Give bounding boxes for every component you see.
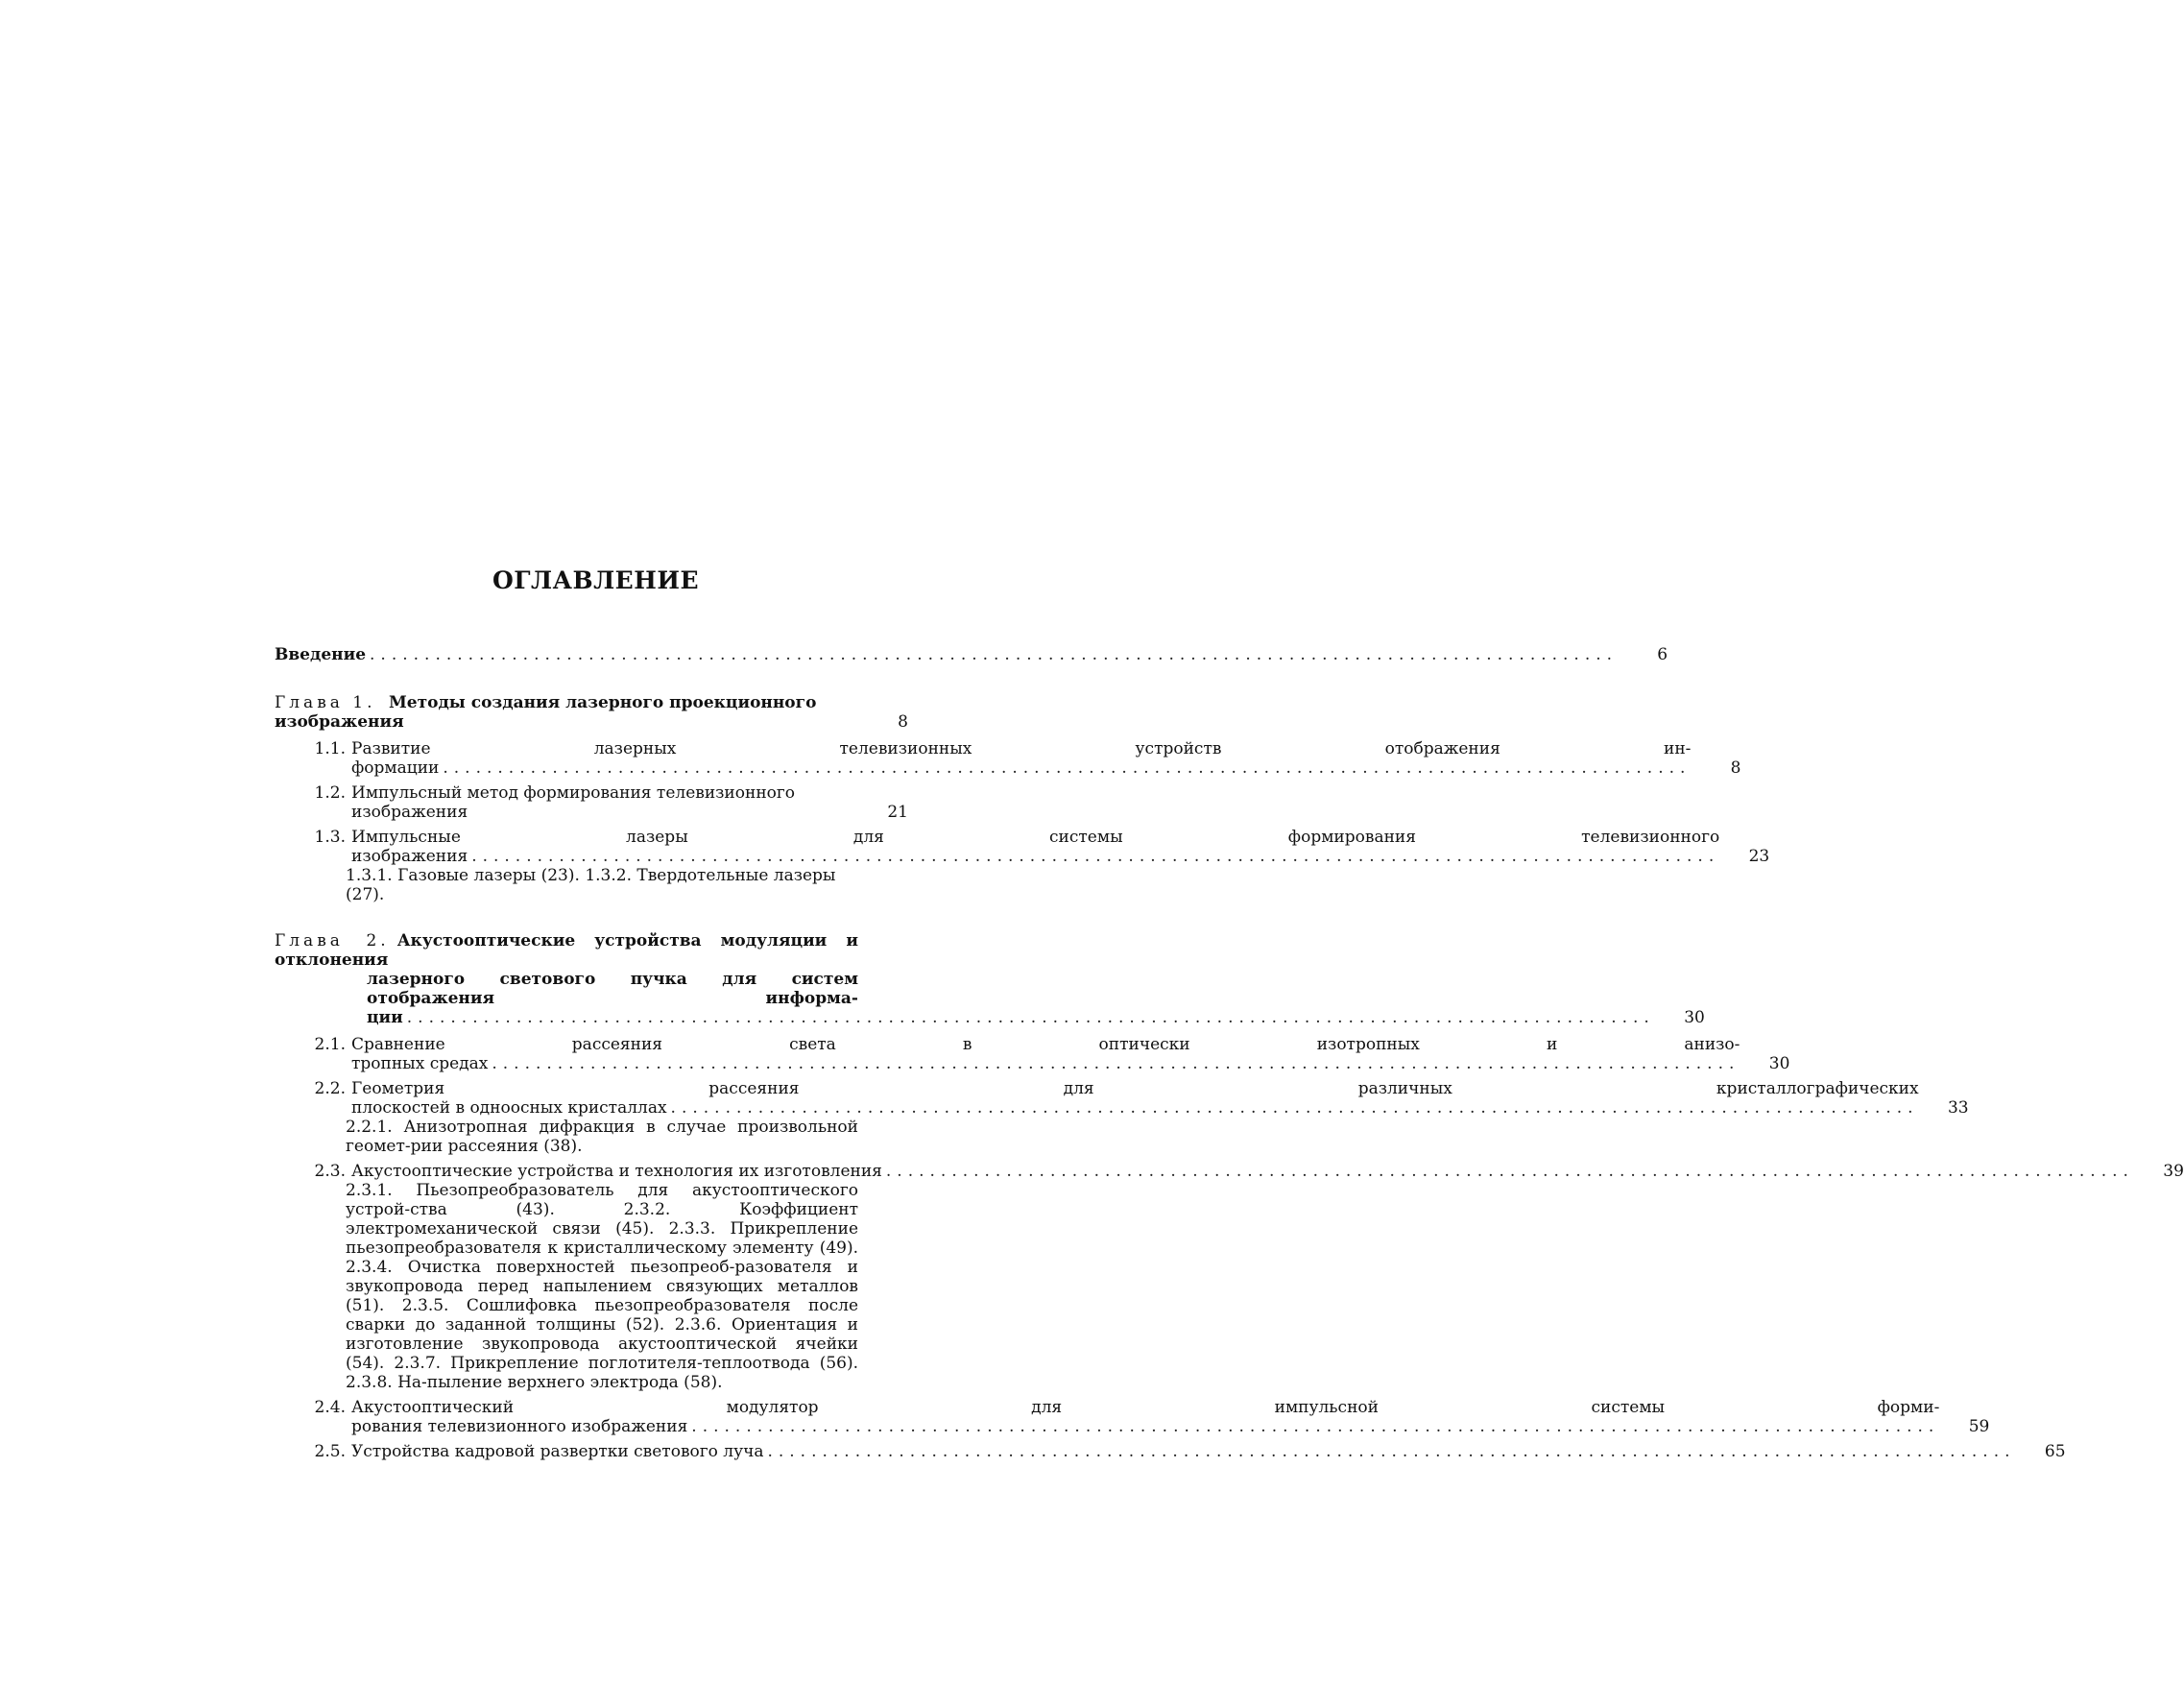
toc-section-2-2[interactable] bbox=[311, 1079, 1969, 1156]
section-text-tail: плоскостей в одноосных кристаллах bbox=[351, 1098, 667, 1118]
toc-chapter-2[interactable] bbox=[275, 931, 1705, 1027]
section-text: Импульсный метод формирования телевизионного изображения bbox=[351, 783, 796, 822]
section-number: 2.5. bbox=[314, 1442, 346, 1461]
dot-leader: .................................................................................................................. bbox=[406, 1008, 1655, 1027]
section-text: Акустооптический модулятор для импульсной системы форми- bbox=[351, 1398, 1940, 1417]
chapter-label: Глава 1. bbox=[275, 693, 376, 712]
section-number: 2.2. bbox=[314, 1079, 346, 1098]
section-text-tail: Устройства кадровой развертки светового луча bbox=[351, 1442, 764, 1461]
dot-leader: .................................................................................................................. bbox=[767, 1442, 2016, 1461]
section-text: Геометрия рассеяния для различных кристаллографических bbox=[351, 1079, 1919, 1098]
chapter-title: Акустооптические устройства модуляции и отклонения bbox=[275, 931, 858, 970]
section-number: 1.2. bbox=[314, 783, 346, 803]
chapter-title-tail: ции bbox=[367, 1008, 403, 1027]
page-number: 21 bbox=[887, 803, 908, 822]
toc-section-2-4[interactable] bbox=[311, 1398, 1990, 1436]
section-text-tail: рования телевизионного изображения bbox=[351, 1417, 688, 1436]
section-text-tail: Акустооптические устройства и технология их изготовления bbox=[351, 1162, 882, 1181]
chapter-title: Методы создания лазерного проекционного изображения bbox=[275, 693, 817, 732]
page-title: ОГЛАВЛЕНИЕ bbox=[492, 566, 700, 594]
intro-label: Введение bbox=[275, 645, 367, 664]
dot-leader: .................................................................................................................. bbox=[670, 1098, 1919, 1118]
section-text: Импульсные лазеры для системы формирования телевизионного bbox=[351, 828, 1720, 847]
page-number: 65 bbox=[2044, 1442, 2066, 1461]
dot-leader: .................................................................................................................. bbox=[471, 847, 1720, 866]
section-text: Развитие лазерных телевизионных устройств отображения ин- bbox=[351, 739, 1692, 758]
section-number: 2.1. bbox=[314, 1035, 346, 1054]
page-number: 6 bbox=[1657, 645, 1668, 664]
toc-section-1-2[interactable] bbox=[311, 783, 908, 822]
page-number: 39 bbox=[2163, 1162, 2184, 1181]
toc-entry-intro[interactable] bbox=[275, 645, 1668, 664]
dot-leader: .................................................................................................................. bbox=[443, 758, 1692, 778]
page-number: 23 bbox=[1748, 847, 1770, 866]
page-number: 33 bbox=[1947, 1098, 1969, 1118]
page-number: 59 bbox=[1968, 1417, 1990, 1436]
section-number: 2.3. bbox=[314, 1162, 346, 1181]
section-text-tail: тропных средах bbox=[351, 1054, 489, 1073]
dot-leader: .................................................................................................................. bbox=[370, 645, 1619, 664]
dot-leader: .................................................................................................................. bbox=[691, 1417, 1940, 1436]
section-number: 1.3. bbox=[314, 828, 346, 847]
page-number: 30 bbox=[1768, 1054, 1790, 1073]
chapter-title-cont: лазерного светового пучка для систем отображения информа- bbox=[367, 970, 858, 1008]
subsection-list: 2.3.1. Пьезопреобразователь для акустооптического устрой-ства (43). 2.3.2. Коэффициент электромеханической связи (45). 2.3.3. Прикрепление пьезопреобразователя к кристаллическому элементу (49). 2.3.4. Очистка поверхностей пьезопреоб-разователя и звукопровода перед напылением связующих металлов (51). 2.3.5. Сошлифовка пьезопреобразователя после сварки до заданной толщины (52). 2.3.6. Ориентация и изготовление звукопровода акустооптической ячейки (54). 2.3.7. Прикрепление поглотителя-теплоотвода (56). 2.3.8. На-пыление верхнего электрода (58). bbox=[346, 1181, 858, 1392]
page-number: 8 bbox=[1730, 758, 1741, 778]
toc-section-2-5[interactable] bbox=[311, 1442, 2066, 1461]
page-number: 30 bbox=[1684, 1008, 1705, 1027]
dot-leader: .................................................................................................................. bbox=[885, 1162, 2134, 1181]
toc-section-1-3[interactable] bbox=[311, 828, 1770, 904]
toc-chapter-1[interactable] bbox=[275, 693, 908, 732]
section-text-tail: формации bbox=[351, 758, 440, 778]
subsection-list: 2.2.1. Анизотропная дифракция в случае произвольной геомет-рии рассеяния (38). bbox=[346, 1118, 858, 1156]
toc-section-2-3[interactable] bbox=[311, 1162, 2184, 1392]
dot-leader: .................................................................................................................. bbox=[492, 1054, 1740, 1073]
toc-section-2-1[interactable] bbox=[311, 1035, 1790, 1073]
section-number: 1.1. bbox=[314, 739, 346, 758]
table-of-contents bbox=[275, 645, 2184, 1467]
page-number: 8 bbox=[898, 712, 908, 732]
toc-section-1-1[interactable] bbox=[311, 739, 1741, 778]
section-text: Сравнение рассеяния света в оптически изотропных и анизо- bbox=[351, 1035, 1740, 1054]
chapter-label: Глава 2. bbox=[275, 931, 390, 950]
section-number: 2.4. bbox=[314, 1398, 346, 1417]
section-text-tail: изображения bbox=[351, 847, 468, 866]
subsection-list: 1.3.1. Газовые лазеры (23). 1.3.2. Твердотельные лазеры (27). bbox=[346, 866, 836, 904]
